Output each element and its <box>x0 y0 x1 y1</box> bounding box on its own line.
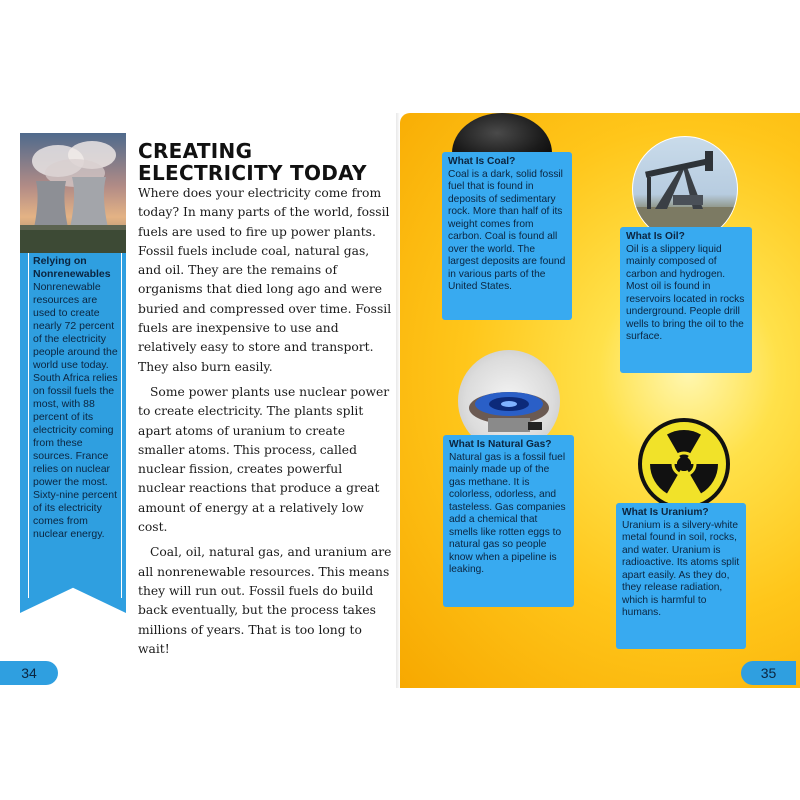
coal-info-box <box>442 152 572 320</box>
page-number-right: 35 <box>741 661 796 685</box>
paragraph-1: Where does your electricity come from today? In many parts of the world, fossil fuels are used to fire up power plants. Fossil fuels include coal, natural gas, and oil. They are the remains of organisms that died long ago and were buried and compressed over time. Fossil fuels are inexpensive to use and relatively easy to store and transport. They also burn easily. <box>138 186 392 374</box>
oil-info-box <box>620 227 752 373</box>
paragraph-2: Some power plants use nuclear power to create electricity. The plants split apart atoms of uranium to create smaller atoms. This process, called nuclear fission, creates powerful nuclear reactions that produce a great amount of energy at a relatively low cost. <box>138 384 390 535</box>
coal-box-title: What Is Coal? <box>448 156 516 167</box>
page-title-line-2: ELECTRICITY TODAY <box>138 161 367 185</box>
sidebar-text <box>33 255 121 541</box>
page-title <box>138 140 388 184</box>
body-text <box>138 184 393 659</box>
uranium-info-box <box>616 503 746 649</box>
uranium-box-body: Uranium is a silvery-white metal found in soil, rocks, and water. Uranium is radioactive. Its atoms split apart easily. As they do, they release radiation, which is harmful to humans. <box>622 519 740 618</box>
sidebar-title: Relying on Nonrenewables <box>33 255 111 280</box>
oil-box-title: What Is Oil? <box>626 231 685 242</box>
uranium-box-title: What Is Uranium? <box>622 507 709 518</box>
natural-gas-info-box <box>443 435 574 607</box>
paragraph-3: Coal, oil, natural gas, and uranium are all nonrenewable resources. This means they will run out. Fossil fuels do build back eventually, but the process takes millions of years. That is too long to wait! <box>138 545 392 656</box>
gas-box-title: What Is Natural Gas? <box>449 439 552 450</box>
oil-box-body: Oil is a slippery liquid mainly composed of carbon and hydrogen. Most oil is found in reservoirs located in rocks underground. People drill wells to bring the oil to the surface. <box>626 243 745 342</box>
page-title-line-1: CREATING <box>138 139 253 163</box>
sidebar-body: Nonrenewable resources are used to create nearly 72 percent of the electricity people around the world use today. South Africa relies on fossil fuels the most, with 88 percent of its electricity coming from these sources. France relies on nuclear power the most. Sixty-nine percent of its electricity comes from nuclear energy. <box>33 281 118 540</box>
radiation-symbol-icon <box>638 418 730 510</box>
gas-box-body: Natural gas is a fossil fuel mainly made up of the gas methane. It is colorless, odorless, and tasteless. Gas companies add a chemical that smells like rotten eggs to natural gas so people know when a pipeline is leaking. <box>449 451 566 575</box>
nuclear-cooling-towers-photo <box>20 133 126 253</box>
coal-box-body: Coal is a dark, solid fossil fuel that is found in deposits of sedimentary rock. More than half of its weight comes from carbon. Coal is found all over the world. The largest deposits are found in various parts of the United States. <box>448 168 566 292</box>
page-number-left: 34 <box>0 661 58 685</box>
